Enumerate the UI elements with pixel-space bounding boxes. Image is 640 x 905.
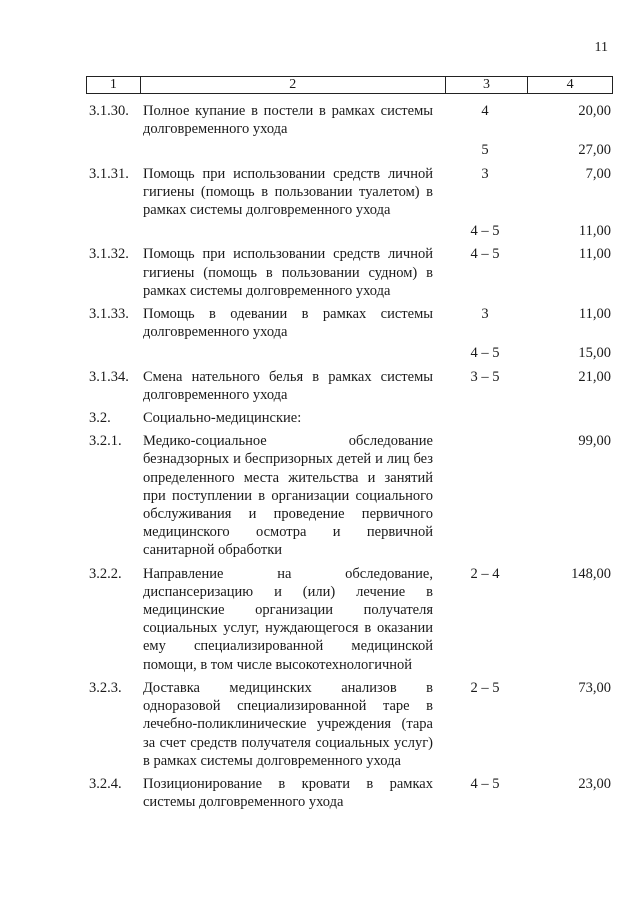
row-service-name bbox=[143, 344, 433, 362]
row-service-name: Полное купание в постели в рамках системы долговременного ухода bbox=[143, 103, 433, 138]
table-row bbox=[86, 368, 613, 404]
table-row bbox=[86, 565, 613, 674]
row-service-name: Социально-медицинские: bbox=[143, 410, 302, 427]
row-price: 148,00 bbox=[571, 565, 611, 582]
table-row bbox=[86, 432, 613, 559]
row-price: 23,00 bbox=[578, 775, 611, 792]
row-price: 20,00 bbox=[578, 103, 611, 119]
row-price: 21,00 bbox=[578, 368, 611, 385]
table-header bbox=[86, 76, 613, 94]
header-col-3: 3 bbox=[446, 77, 529, 93]
row-service-name: Помощь при использовании средств личной гигиены (помощь в пользовании судном) в рамках системы долговременного ухода bbox=[143, 246, 433, 299]
row-group: 2 – 4 bbox=[470, 565, 500, 582]
row-number: 3.1.34. bbox=[89, 368, 129, 385]
header-col-2: 2 bbox=[141, 77, 446, 93]
row-price: 7,00 bbox=[585, 165, 611, 182]
row-price: 27,00 bbox=[578, 142, 611, 159]
row-service-name: Помощь при использовании средств личной гигиены (помощь в пользовании туалетом) в рамках системы долговременного ухода bbox=[143, 165, 433, 219]
row-number: 3.2. bbox=[89, 410, 111, 427]
row-group: 2 – 5 bbox=[470, 679, 500, 696]
table-row bbox=[86, 222, 613, 240]
row-service-name: Медико-социальное обследование безнадзорных и беспризорных детей и лиц без определенного места жительства и занятий при поступлении в организации социального обслуживания и проведение первичного медицинского осмотра и первичной санитарной обработки bbox=[143, 433, 433, 559]
table-row bbox=[86, 141, 613, 159]
header-col-1: 1 bbox=[87, 77, 141, 93]
row-number: 3.1.32. bbox=[89, 246, 129, 263]
row-number bbox=[86, 141, 143, 159]
row-group bbox=[433, 409, 537, 427]
row-service-name: Позиционирование в кровати в рамках системы долговременного ухода bbox=[143, 775, 433, 811]
table-row bbox=[86, 409, 613, 427]
row-service-name bbox=[143, 141, 433, 159]
row-number: 3.2.3. bbox=[89, 679, 122, 696]
row-service-name: Доставка медицинских анализов в одноразовой специализированной таре в лечебно-поликлинические учреждения (тара за счет средств получателя социальных услуг) в рамках системы долговременного ухода bbox=[143, 679, 433, 769]
table-row bbox=[86, 775, 613, 811]
row-number bbox=[86, 344, 143, 362]
row-group: 3 – 5 bbox=[470, 368, 500, 385]
row-price: 11,00 bbox=[578, 306, 611, 323]
row-service-name bbox=[143, 222, 433, 240]
row-price: 11,00 bbox=[578, 223, 611, 240]
row-group: 4 – 5 bbox=[470, 345, 500, 362]
row-group bbox=[433, 432, 537, 559]
row-group: 4 – 5 bbox=[470, 246, 500, 263]
table-row bbox=[86, 305, 613, 341]
row-service-name: Помощь в одевании в рамках системы долговременного ухода bbox=[143, 306, 433, 341]
row-price: 73,00 bbox=[578, 679, 611, 696]
page-number: 11 bbox=[594, 40, 608, 55]
row-group: 5 bbox=[481, 142, 489, 159]
row-price: 99,00 bbox=[578, 433, 611, 450]
row-group: 4 bbox=[481, 103, 489, 119]
row-number: 3.1.30. bbox=[89, 103, 129, 119]
row-price bbox=[537, 409, 611, 427]
row-group: 4 – 5 bbox=[470, 775, 500, 792]
row-price: 15,00 bbox=[578, 345, 611, 362]
row-number: 3.1.31. bbox=[89, 165, 129, 182]
row-group: 3 bbox=[481, 165, 489, 182]
row-group: 3 bbox=[481, 306, 489, 323]
row-service-name: Смена нательного белья в рамках системы долговременного ухода bbox=[143, 368, 433, 403]
table-row bbox=[86, 245, 613, 300]
table-row bbox=[86, 679, 613, 770]
header-col-4: 4 bbox=[566, 77, 574, 92]
row-price: 11,00 bbox=[578, 246, 611, 263]
row-number: 3.1.33. bbox=[89, 306, 129, 323]
table-row bbox=[86, 102, 613, 138]
row-group: 4 – 5 bbox=[470, 223, 500, 240]
row-number bbox=[86, 222, 143, 240]
row-service-name: Направление на обследование, диспансеризацию и (или) лечение в медицинские организации получателя социальных услуг, нуждающегося в оказании ему специализированной медицинской помощи, в том числе высокотехнологичной bbox=[143, 565, 433, 673]
row-number: 3.2.1. bbox=[89, 433, 122, 450]
row-number: 3.2.4. bbox=[89, 775, 122, 792]
services-table-body bbox=[86, 102, 613, 816]
table-row bbox=[86, 165, 613, 220]
row-number: 3.2.2. bbox=[89, 565, 122, 582]
table-row bbox=[86, 344, 613, 362]
